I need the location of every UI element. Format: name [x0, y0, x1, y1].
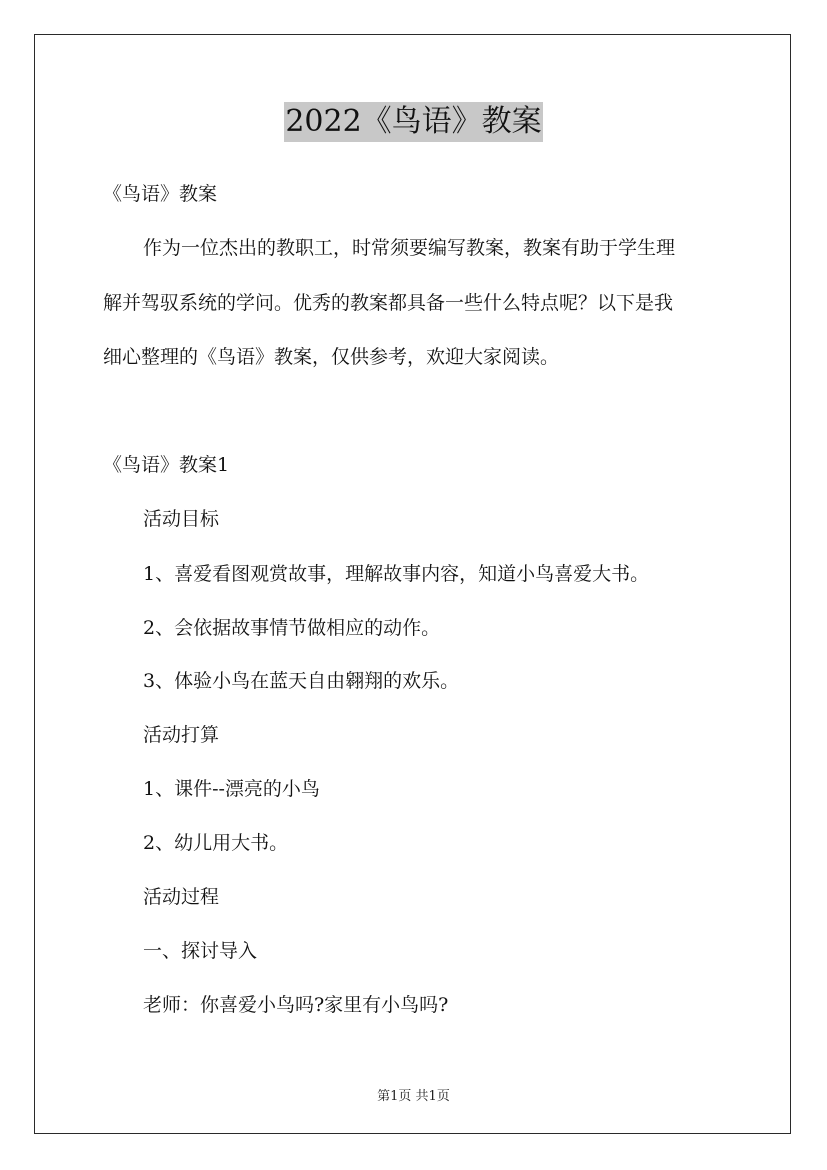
item-line: 2、幼儿用大书。 [143, 832, 289, 854]
item-line: 2、会依据故事情节做相应的动作。 [143, 617, 441, 639]
item-line: 活动过程 [143, 886, 220, 908]
item-line: 1、课件--漂亮的小鸟 [143, 778, 320, 800]
intro-line-1: 作为一位杰出的教职工，时常须要编写教案，教案有助于学生理 [143, 237, 676, 259]
item-line: 3、体验小鸟在蓝天自由翱翔的欢乐。 [143, 670, 460, 692]
item-line: 老师：你喜爱小鸟吗?家里有小鸟吗? [143, 994, 449, 1016]
section-heading: 《鸟语》教案1 [103, 454, 230, 476]
document-title [0, 102, 827, 142]
item-line: 活动打算 [143, 724, 220, 746]
page-footer: 第1页 共1页 [377, 1089, 450, 1104]
intro-line-2: 解并驾驭系统的学问。优秀的教案都具备一些什么特点呢？以下是我 [103, 292, 674, 314]
item-line: 1、喜爱看图观赏故事，理解故事内容，知道小鸟喜爱大书。 [143, 563, 650, 585]
item-line: 一、探讨导入 [143, 940, 258, 962]
document-title-text: 2022《鸟语》教案 [284, 102, 542, 142]
intro-line-3: 细心整理的《鸟语》教案，仅供参考，欢迎大家阅读。 [103, 346, 560, 368]
document-subtitle: 《鸟语》教案 [103, 183, 218, 205]
item-line: 活动目标 [143, 508, 220, 530]
